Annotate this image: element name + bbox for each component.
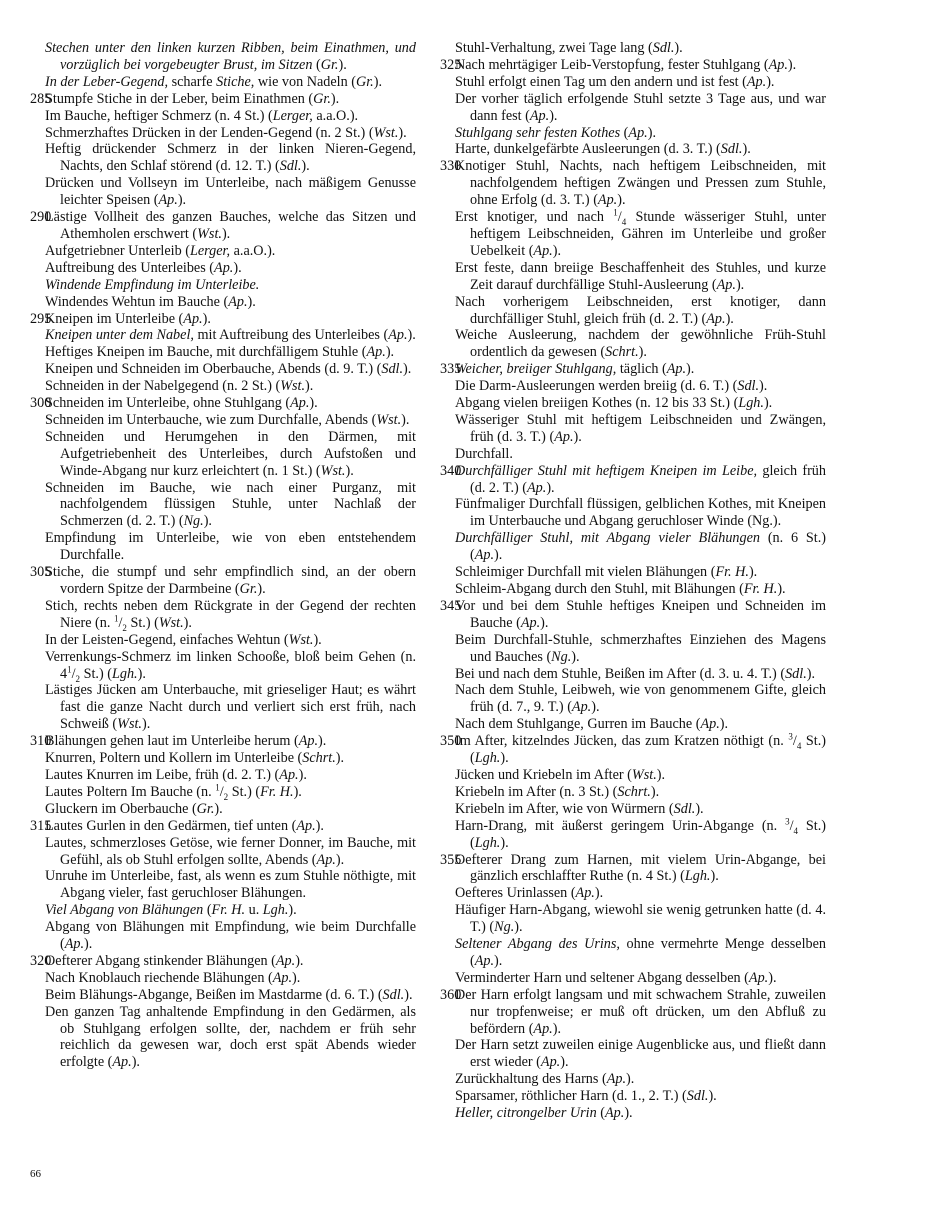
entry-text: Unruhe im Unterleibe, fast, als wenn es zum Stuhle nöthigte, mit Abgang vieler, fast geruchloser Blähungen. xyxy=(45,868,416,902)
symptom-entry xyxy=(440,57,826,74)
entry-text: Nach Knoblauch riechende Blähungen (Ap.). xyxy=(45,969,301,986)
entry-text: Abgang vielen breiigen Kothes (n. 12 bis 33 St.) (Lgh.). xyxy=(455,395,773,412)
entry-text: In der Leber-Gegend, scharfe Stiche, wie von Nadeln (Gr.). xyxy=(45,73,383,90)
symptom-entry xyxy=(30,395,416,412)
entry-text: Lautes Knurren im Leibe, früh (d. 2. T.) (Ap.). xyxy=(45,766,307,783)
symptom-entry xyxy=(440,294,826,328)
symptom-entry xyxy=(440,361,826,378)
symptom-entry xyxy=(440,784,826,801)
entry-text: Im Bauche, heftiger Schmerz (n. 4 St.) (Lerger, a.a.O.). xyxy=(45,107,359,124)
page-number: 66 xyxy=(30,1168,41,1180)
entry-text: Lautes Gurlen in den Gedärmen, tief unten (Ap.). xyxy=(45,817,324,834)
symptom-entry xyxy=(440,412,826,446)
symptom-entry xyxy=(30,902,416,919)
symptom-entry xyxy=(440,767,826,784)
entry-text: Viel Abgang von Blähungen (Fr. H. u. Lgh.). xyxy=(45,902,297,919)
entry-text: Bei und nach dem Stuhle, Beißen im After (d. 3. u. 4. T.) (Sdl.). xyxy=(455,665,816,682)
entry-text: Sparsamer, röthlicher Harn (d. 1., 2. T.) (Sdl.). xyxy=(455,1088,717,1105)
entry-text: Nach dem Stuhle, Leibweh, wie von genommenem Gifte, gleich früh (d. 7., 9. T.) (Ap.). xyxy=(455,682,826,716)
symptom-entry xyxy=(30,311,416,328)
entry-text: Wässeriger Stuhl mit heftigem Leibschneiden und Zwängen, früh (d. 3. T.) (Ap.). xyxy=(455,411,826,445)
entry-text: Blähungen gehen laut im Unterleibe herum (Ap.). xyxy=(45,733,327,750)
symptom-entry xyxy=(440,463,826,497)
entry-text: Auftreibung des Unterleibes (Ap.). xyxy=(45,259,242,276)
symptom-entry xyxy=(30,682,416,733)
symptom-entry xyxy=(30,835,416,869)
symptom-entry xyxy=(30,40,416,74)
symptom-entry xyxy=(440,815,826,852)
symptom-entry xyxy=(440,733,826,767)
entry-text: Zurückhaltung des Harns (Ap.). xyxy=(455,1071,635,1088)
symptom-entry xyxy=(30,818,416,835)
symptom-entry xyxy=(30,767,416,784)
symptom-entry xyxy=(30,750,416,767)
symptom-entry xyxy=(30,91,416,108)
symptom-entry xyxy=(440,581,826,598)
symptom-entry xyxy=(30,74,416,91)
entry-text: Verrenkungs-Schmerz im linken Schooße, bloß beim Gehen (n. $4^1/_2$ St.) (Lgh.). xyxy=(45,648,416,684)
symptom-entry xyxy=(440,74,826,91)
entry-text: Harn-Drang, mit äußerst geringem Urin-Abgange (n. $^3/_4$ St.) (Lgh.). xyxy=(455,815,826,851)
symptom-entry xyxy=(440,40,826,57)
symptom-entry xyxy=(30,1004,416,1072)
symptom-entry xyxy=(30,801,416,818)
entry-text: Schneiden und Herumgehen in den Därmen, mit Aufgetriebenheit des Unterleibes, durch Aufstoßen und Winde-Abgang nur kurz erleichtert (n. 1 St.) (Wst.). xyxy=(45,428,416,479)
symptom-entry xyxy=(440,446,826,463)
symptom-entry xyxy=(30,243,416,260)
symptom-entry xyxy=(440,885,826,902)
symptom-entry xyxy=(440,666,826,683)
symptom-entry xyxy=(30,953,416,970)
entry-text: Heftiges Kneipen im Bauche, mit durchfälligem Stuhle (Ap.). xyxy=(45,344,395,361)
entry-text: Im After, kitzelndes Jücken, das zum Kratzen nöthigt (n. $^3/_4$ St.) (Lgh.). xyxy=(455,731,826,767)
entry-text: Schneiden im Unterleibe, ohne Stuhlgang (Ap.). xyxy=(45,395,318,412)
entry-text: Durchfälliger Stuhl mit heftigem Kneipen im Leibe, gleich früh (d. 2. T.) (Ap.). xyxy=(455,462,826,496)
entry-text: Nach mehrtägiger Leib-Verstopfung, fester Stuhlgang (Ap.). xyxy=(455,56,797,73)
entry-number: 355 xyxy=(440,851,462,868)
entry-text: Windendes Wehtun im Bauche (Ap.). xyxy=(45,293,256,310)
symptom-entry xyxy=(30,108,416,125)
entry-text: Lästige Vollheit des ganzen Bauches, welche das Sitzen und Athemholen erschwert (Wst.). xyxy=(45,209,416,242)
symptom-entry xyxy=(440,987,826,1038)
entry-text: Kriebeln im After, wie von Würmern (Sdl.). xyxy=(455,800,704,817)
entry-text: Fünfmaliger Durchfall flüssigen, gelblichen Kothes, mit Kneipen im Unterbauche und Abgang geruchloser Winde (Ng.). xyxy=(455,496,826,530)
entry-text: Seltener Abgang des Urins, ohne vermehrte Menge desselben (Ap.). xyxy=(455,936,826,969)
entry-text: Häufiger Harn-Abgang, wiewohl sie wenig getrunken hatte (d. 4. T.) (Ng.). xyxy=(455,902,826,936)
symptom-entry xyxy=(440,530,826,564)
entry-text: Weiche Ausleerung, nachdem der gewöhnliche Früh-Stuhl ordentlich da gewesen (Schrt.). xyxy=(455,327,826,361)
entry-text: Stuhl erfolgt einen Tag um den andern und ist fest (Ap.). xyxy=(455,73,775,90)
symptom-entry xyxy=(30,141,416,175)
entry-number: 340 xyxy=(440,462,462,479)
entry-number: 290 xyxy=(30,209,52,226)
entry-number: 285 xyxy=(30,90,52,107)
symptom-entry xyxy=(30,632,416,649)
entry-number: 325 xyxy=(440,56,462,73)
symptom-entry xyxy=(440,1037,826,1071)
symptom-entry xyxy=(30,125,416,142)
entry-text: Erst feste, dann breiige Beschaffenheit des Stuhles, und kurze Zeit darauf durchfällige Stuhl-Ausleerung (Ap.). xyxy=(455,259,826,293)
entry-text: Heller, citrongelber Urin (Ap.). xyxy=(455,1105,633,1122)
right-column xyxy=(440,40,826,1122)
entry-text: Aufgetriebner Unterleib (Lerger, a.a.O.). xyxy=(45,242,276,259)
left-column xyxy=(30,40,416,1071)
symptom-entry xyxy=(30,530,416,564)
entry-text: Durchfälliger Stuhl, mit Abgang vieler Blähungen (n. 6 St.) (Ap.). xyxy=(455,530,826,564)
entry-text: Stechen unter den linken kurzen Ribben, beim Einathmen, und vorzüglich bei vorgebeugter Brust, im Sitzen (Gr.). xyxy=(45,40,416,73)
symptom-entry xyxy=(30,429,416,480)
entry-text: Gluckern im Oberbauche (Gr.). xyxy=(45,800,223,817)
symptom-entry xyxy=(440,564,826,581)
entry-text: Beim Blähungs-Abgange, Beißen im Mastdarme (d. 6. T.) (Sdl.). xyxy=(45,986,413,1003)
entry-number: 330 xyxy=(440,158,462,175)
symptom-entry xyxy=(440,91,826,125)
entry-text: Durchfall. xyxy=(455,445,513,462)
entry-text: Oefterer Drang zum Harnen, mit vielem Urin-Abgange, bei gänzlich erschlaffter Ruthe (n. 4 St.) (Lgh.). xyxy=(455,851,826,885)
symptom-entry xyxy=(440,1088,826,1105)
symptom-entry xyxy=(440,902,826,936)
entry-text: Kneipen unter dem Nabel, mit Auftreibung des Unterleibes (Ap.). xyxy=(45,327,416,344)
symptom-entry xyxy=(440,970,826,987)
symptom-entry xyxy=(440,632,826,666)
entry-text: Kneipen und Schneiden im Oberbauche, Abends (d. 9. T.) (Sdl.). xyxy=(45,361,412,378)
symptom-entry xyxy=(440,936,826,970)
symptom-entry xyxy=(440,260,826,294)
entry-text: Der Harn erfolgt langsam und mit schwachem Strahle, zuweilen nur tropfenweise; er muß oft drücken, um den Abfluß zu befördern (Ap.). xyxy=(455,986,826,1037)
entry-text: Harte, dunkelgefärbte Ausleerungen (d. 3. T.) (Sdl.). xyxy=(455,141,751,158)
entry-number: 360 xyxy=(440,986,462,1003)
entry-text: Stuhl-Verhaltung, zwei Tage lang (Sdl.). xyxy=(455,40,683,56)
entry-text: Abgang von Blähungen mit Empfindung, wie beim Durchfalle (Ap.). xyxy=(45,919,416,953)
entry-text: Beim Durchfall-Stuhle, schmerzhaftes Einziehen des Magens und Bauches (Ng.). xyxy=(455,631,826,665)
symptom-entry xyxy=(440,378,826,395)
entry-number: 295 xyxy=(30,310,52,327)
entry-text: Heftig drückender Schmerz in der linken Nieren-Gegend, Nachts, den Schlaf störend (d. 12. T.) (Sdl.). xyxy=(45,141,416,175)
entry-text: Schneiden im Bauche, wie nach einer Purganz, mit nachfolgendem flüssigen Stuhle, unter Nachlaß der Schmerzen (d. 2. T.) (Ng.). xyxy=(45,479,416,530)
entry-number: 350 xyxy=(440,733,462,750)
entry-text: Lautes, schmerzloses Getöse, wie ferner Donner, im Bauche, mit Gefühl, als ob Stuhl erfolgen sollte, Abends (Ap.). xyxy=(45,834,416,868)
symptom-entry xyxy=(30,987,416,1004)
symptom-entry xyxy=(30,277,416,294)
symptom-entry xyxy=(440,125,826,142)
symptom-entry xyxy=(30,970,416,987)
symptom-entry xyxy=(30,733,416,750)
symptom-entry xyxy=(440,682,826,716)
symptom-entry xyxy=(30,294,416,311)
symptom-entry xyxy=(440,395,826,412)
symptom-entry xyxy=(30,598,416,632)
entry-text: Jücken und Kriebeln im After (Wst.). xyxy=(455,766,666,783)
entry-text: Oefteres Urinlassen (Ap.). xyxy=(455,885,604,902)
symptom-entry xyxy=(440,1105,826,1122)
entry-text: Kriebeln im After (n. 3 St.) (Schrt.). xyxy=(455,783,660,800)
symptom-entry xyxy=(440,209,826,260)
symptom-entry xyxy=(30,209,416,243)
entry-text: Lästiges Jücken am Unterbauche, mit grieseliger Haut; es währt fast die ganze Nacht durch und verliert sich erst früh, nach Schweiß (Wst.). xyxy=(45,682,416,733)
entry-number: 335 xyxy=(440,361,462,378)
symptom-entry xyxy=(440,801,826,818)
entry-text: Knurren, Poltern und Kollern im Unterleibe (Schrt.). xyxy=(45,750,345,767)
entry-text: Stich, rechts neben dem Rückgrate in der Gegend der rechten Niere (n. $^1/_2$ St.) (Wst.). xyxy=(45,597,416,633)
entry-text: Oefterer Abgang stinkender Blähungen (Ap.). xyxy=(45,952,304,969)
symptom-entry xyxy=(30,868,416,902)
entry-text: Drücken und Vollseyn im Unterleibe, nach mäßigem Genusse leichter Speisen (Ap.). xyxy=(45,175,416,209)
symptom-entry xyxy=(30,327,416,344)
entry-text: Schleimiger Durchfall mit vielen Blähungen (Fr. H.). xyxy=(455,564,758,581)
entry-text: Stuhlgang sehr festen Kothes (Ap.). xyxy=(455,124,656,141)
symptom-entry xyxy=(440,852,826,886)
symptom-entry xyxy=(30,175,416,209)
entry-text: Empfindung im Unterleibe, wie von eben entstehendem Durchfalle. xyxy=(45,530,416,564)
entry-text: Der Harn setzt zuweilen einige Augenblicke aus, und fließt dann erst wieder (Ap.). xyxy=(455,1037,826,1071)
entry-text: Erst knotiger, und nach $^1/_4$ Stunde wässeriger Stuhl, unter heftigem Leibschneiden, Gähren im Unterleibe und großer Uebelkeit (Ap.). xyxy=(455,207,826,259)
entry-text: Nach vorherigem Leibschneiden, erst knotiger, dann durchfälliger Stuhl, gleich früh (d. 2. T.) (Ap.). xyxy=(455,293,826,327)
entry-text: Der vorher täglich erfolgende Stuhl setzte 3 Tage aus, und war dann fest (Ap.). xyxy=(455,90,826,124)
symptom-entry xyxy=(30,260,416,277)
entry-text: Windende Empfindung im Unterleibe. xyxy=(45,276,260,293)
entry-number: 310 xyxy=(30,733,52,750)
entry-text: Schneiden in der Nabelgegend (n. 2 St.) (Wst.). xyxy=(45,378,314,395)
entry-text: Nach dem Stuhlgange, Gurren im Bauche (Ap.). xyxy=(455,716,729,733)
entry-text: Die Darm-Ausleerungen werden breiig (d. 6. T.) (Sdl.). xyxy=(455,378,768,395)
entry-text: Weicher, breiiger Stuhlgang, täglich (Ap.). xyxy=(455,361,695,378)
entry-text: Stumpfe Stiche in der Leber, beim Einathmen (Gr.). xyxy=(45,90,340,107)
entry-number: 305 xyxy=(30,564,52,581)
symptom-entry xyxy=(30,361,416,378)
symptom-entry xyxy=(440,598,826,632)
symptom-entry xyxy=(440,496,826,530)
entry-text: Schmerzhaftes Drücken in der Lenden-Gegend (n. 2 St.) (Wst.). xyxy=(45,124,407,141)
symptom-entry xyxy=(440,1071,826,1088)
symptom-entry xyxy=(30,378,416,395)
entry-text: Lautes Poltern Im Bauche (n. $^1/_2$ St.) (Fr. H.). xyxy=(45,782,302,802)
entry-number: 315 xyxy=(30,817,52,834)
entry-text: Kneipen im Unterleibe (Ap.). xyxy=(45,310,211,327)
entry-text: Schneiden im Unterbauche, wie zum Durchfalle, Abends (Wst.). xyxy=(45,411,410,428)
entry-text: Verminderter Harn und seltener Abgang desselben (Ap.). xyxy=(455,969,777,986)
entry-text: Schleim-Abgang durch den Stuhl, mit Blähungen (Fr. H.). xyxy=(455,581,786,597)
symptom-entry xyxy=(30,649,416,683)
symptom-entry xyxy=(440,716,826,733)
symptom-entry xyxy=(30,412,416,429)
symptom-entry xyxy=(30,564,416,598)
entry-text: Stiche, die stumpf und sehr empfindlich sind, an der obern vordern Spitze der Darmbeine (Gr.). xyxy=(45,564,416,597)
entry-text: Vor und bei dem Stuhle heftiges Kneipen und Schneiden im Bauche (Ap.). xyxy=(455,597,826,631)
entry-number: 345 xyxy=(440,597,462,614)
symptom-entry xyxy=(30,480,416,531)
symptom-entry xyxy=(440,158,826,209)
symptom-entry xyxy=(30,784,416,801)
entry-text: Den ganzen Tag anhaltende Empfindung in den Gedärmen, als ob Stuhlgang erfolgen sollte, der, nachdem er früh sehr reichlich da gewesen war, doch erst spät Abends wieder erfolgte (Ap.). xyxy=(45,1003,416,1071)
entry-text: Knotiger Stuhl, Nachts, nach heftigem Leibschneiden, mit nachfolgendem heftigen Zwängen und Pressen zum Stuhle, ohne Erfolg (d. 3. T.) (Ap.). xyxy=(455,158,826,209)
entry-number: 320 xyxy=(30,952,52,969)
symptom-entry xyxy=(30,344,416,361)
symptom-entry xyxy=(440,327,826,361)
entry-number: 300 xyxy=(30,395,52,412)
symptom-entry xyxy=(30,919,416,953)
symptom-entry xyxy=(440,141,826,158)
entry-text: In der Leisten-Gegend, einfaches Wehtun (Wst.). xyxy=(45,631,322,648)
